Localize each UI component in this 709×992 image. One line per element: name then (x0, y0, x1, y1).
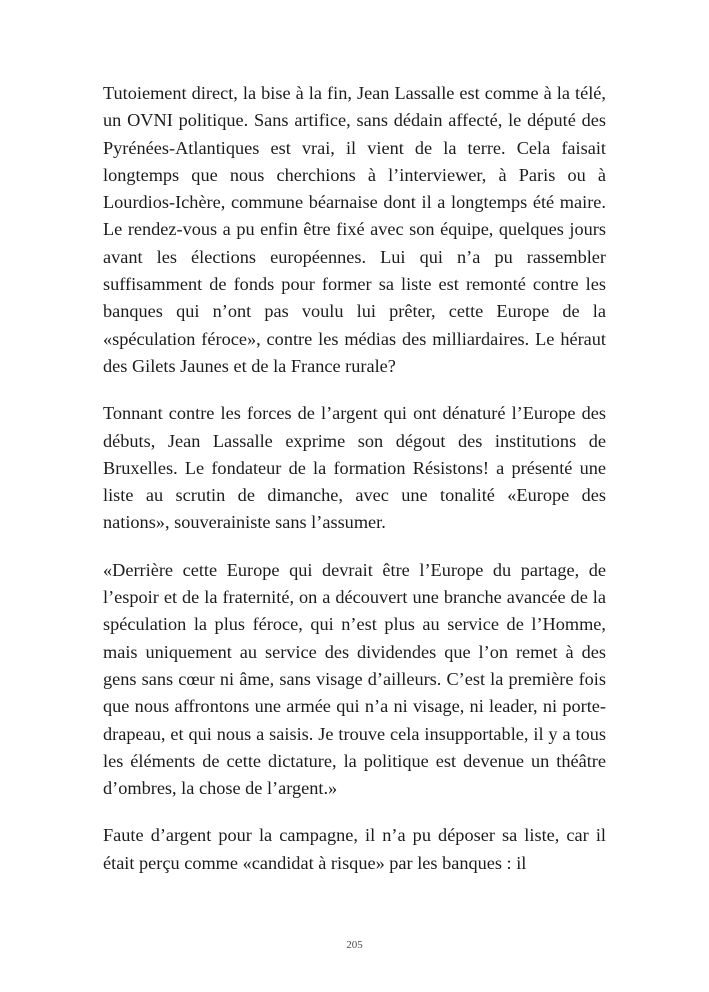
paragraph-intro: Tutoiement direct, la bise à la fin, Jean Lassalle est comme à la télé, un OVNI politique. Sans artifice, sans dédain affecté, le député des Pyrénées-Atlantiques est vrai, il vient de la terre. Cela faisait longtemps que nous cherchions à l’interviewer, à Paris ou à Lourdios-Ichère, commune béarnaise dont il a longtemps été maire. Le rendez-vous a pu enfin être fixé avec son équipe, quelques jours avant les élections européennes. Lui qui n’a pu rassembler suffisamment de fonds pour former sa liste est remonté contre les banques qui n’ont pas voulu lui prêter, cette Europe de la «spéculation féroce», contre les médias des milliardaires. Le héraut des Gilets Jaunes et de la France rurale? (103, 83, 606, 376)
body-text (103, 80, 606, 897)
paragraph-context: Tonnant contre les forces de l’argent qui ont dénaturé l’Europe des débuts, Jean Lassalle exprime son dégout des institutions de Bruxelles. Le fondateur de la formation Résistons! a présenté une liste au scrutin de dimanche, avec une tonalité «Europe des nations», souverainiste sans l’assumer. (103, 403, 606, 533)
paragraph-campaign: Faute d’argent pour la campagne, il n’a pu déposer sa liste, car il était perçu comme «candidat à risque» par les banques : il (103, 825, 606, 873)
page-number: 205 (346, 939, 363, 951)
paragraph-quote: «Derrière cette Europe qui devrait être l’Europe du partage, de l’espoir et de la fraternité, on a découvert une branche avancée de la spéculation la plus féroce, qui n’est plus au service de l’Homme, mais uniquement au service des dividendes que l’on remet à des gens sans cœur ni âme, sans visage d’ailleurs. C’est la première fois que nous affrontons une armée qui n’a ni visage, ni leader, ni porte-drapeau, et qui nous a saisis. Je trouve cela insupportable, il y a tous les éléments de cette dictature, la politique est devenue un théâtre d’ombres, la chose de l’argent.» (103, 559, 606, 799)
